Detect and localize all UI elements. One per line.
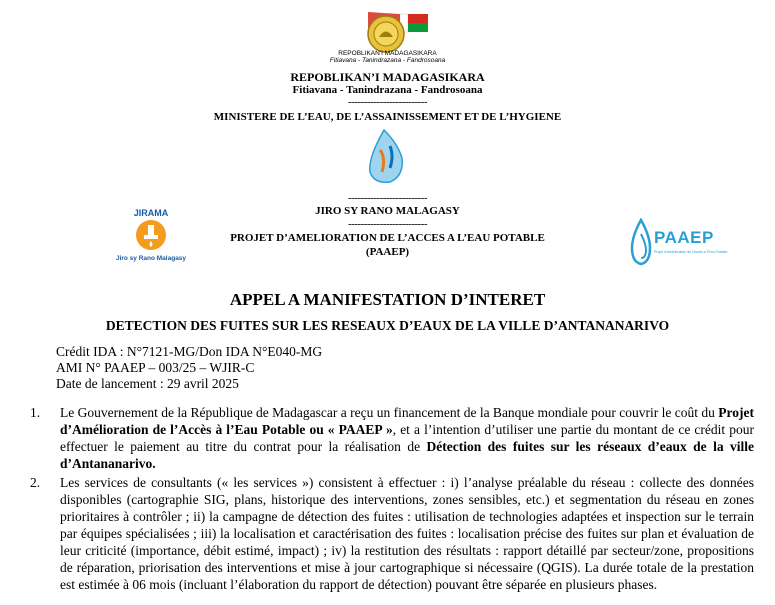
national-motto: Fitiavana - Tanindrazana - Fandrosoana	[292, 84, 483, 96]
ami-reference: AMI N° PAAEP – 003/25 – WJIR-C	[56, 360, 255, 375]
jirama-caption: Jiro sy Rano Malagasy	[115, 255, 187, 262]
list-item-number: 2.	[30, 475, 41, 490]
paaep-logo	[630, 218, 728, 266]
emblem-caption	[0, 50, 775, 64]
separator: -------------------------	[347, 96, 428, 108]
list-item-text-part: , et a l’intention d’utiliser une partie du montant de ce crédit pour effectuer le paiement au titre du contrat pour la réalisation de	[60, 422, 754, 454]
project-acronym: (PAAEP)	[365, 246, 410, 258]
emblem-caption-motto: Fitiavana - Tanindrazana - Fandrosoana	[329, 57, 446, 64]
paaep-name: PAAEP	[654, 228, 714, 247]
list-item-text	[60, 404, 754, 472]
page-subtitle: DETECTION DES FUITES SUR LES RESEAUX D’EAUX DE LA VILLE D’ANTANANARIVO	[105, 318, 670, 333]
list-item-number: 1.	[30, 405, 41, 420]
jirama-icon	[135, 219, 167, 251]
list-item-text-part: Le Gouvernement de la République de Madagascar a reçu un financement de la Banque mondiale pour couvrir le coût du	[60, 405, 719, 420]
separator: -------------------------	[347, 192, 428, 204]
agency-name: JIRO SY RANO MALAGASY	[315, 205, 460, 217]
page-title: APPEL A MANIFESTATION D’INTERET	[229, 290, 546, 309]
project-name-bold: Projet d’Amélioration de l’Accès à l’Eau Potable ou « PAAEP »	[60, 405, 754, 437]
paaep-caption: Projet d'Amélioration de l'Accès à l'Eau Potable	[654, 250, 728, 254]
credit-reference: Crédit IDA : N°7121-MG/Don IDA N°E040-MG	[56, 344, 323, 359]
jirama-logo	[112, 208, 190, 272]
list-item-text: Les services de consultants (« les services ») consistent à effectuer : i) l’analyse préalable du réseau : collecte des données disponibles (cartographie SIG, plans, historique des interventions, zones sensibles, etc.) et segmentation du réseau en zones prioritaires à contrôler ; ii) la campagne de détection des fuites : utilisation de technologies adaptées et inspection sur le terrain par équipes spécialisées ; iii) la localisation et caractérisation des fuites : localisation précise des fuites sur plan et évaluation de leur criticité (importance, débit estimé, impact) ; iv) la restitution des résultats : rapport détaillé par secteur/zone, propositions de réparation, priorisation des interventions et mise à jour cartographique si nécessaire (QGIS). La durée totale de la prestation est estimée à 06 mois (incluant l’élaboration du rapport de détection) pouvant être séparée en plusieurs phases.	[60, 475, 754, 592]
country-name: REPOBLIKAN’I MADAGASIKARA	[290, 70, 485, 84]
launch-date: Date de lancement : 29 avril 2025	[56, 376, 239, 391]
water-drop-logo	[364, 128, 410, 186]
emblem-caption-country: REPOBLIKAN'I MADAGASIKARA	[338, 50, 437, 57]
ministry-logo	[364, 128, 410, 186]
paaep-drop-icon	[630, 218, 652, 266]
contract-name-bold: Détection des fuites sur les réseaux d’eaux de la ville d’Antananarivo.	[60, 439, 755, 471]
project-name: PROJET D’AMELIORATION DE L’ACCES A L’EAU POTABLE	[230, 232, 545, 244]
ministry-name: MINISTERE DE L’EAU, DE L’ASSAINISSEMENT ET DE L’HYGIENE	[213, 111, 562, 123]
separator: -------------------------	[347, 218, 428, 230]
jirama-name: JIRAMA	[133, 208, 169, 218]
